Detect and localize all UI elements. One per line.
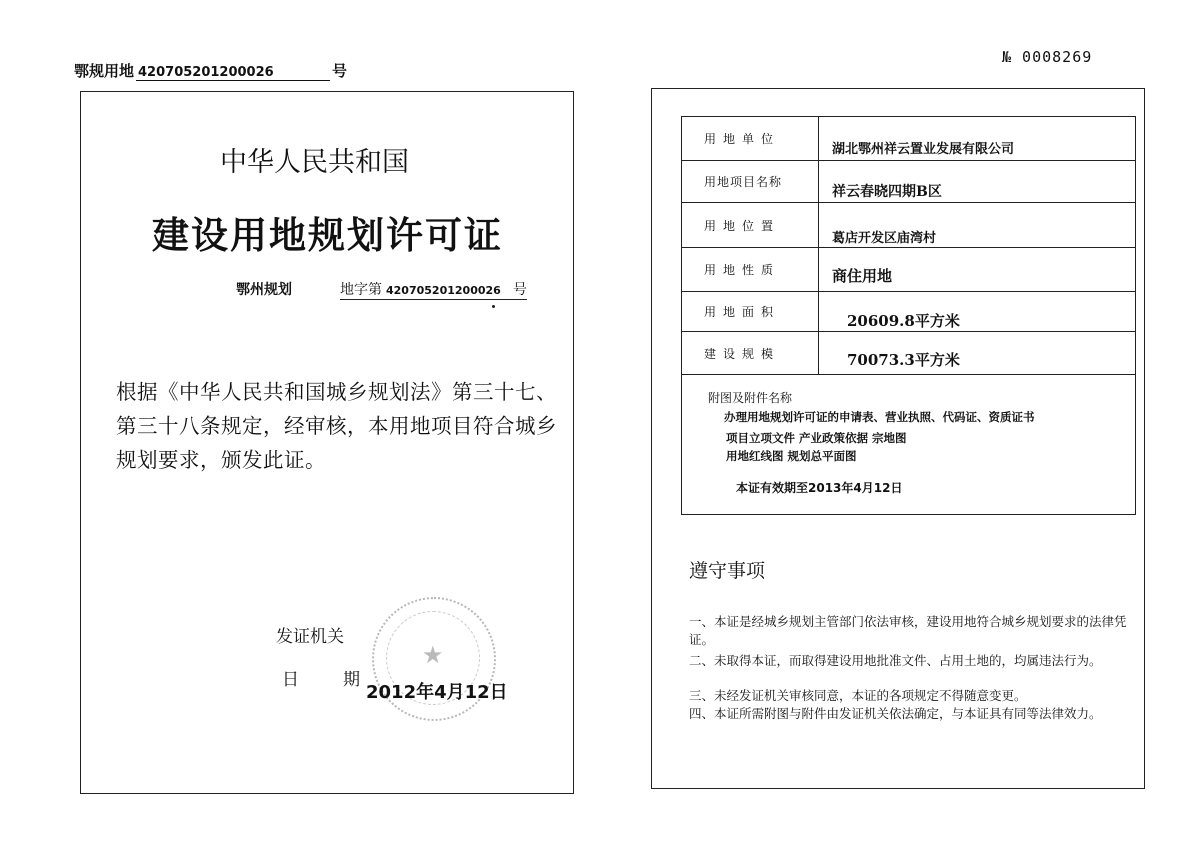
notice-item: 四、本证所需附图与附件由发证机关依法确定，与本证具有同等法律效力。 — [689, 706, 1102, 721]
issuer-abbrev: 鄂州规划 — [236, 282, 292, 298]
cert-suffix: 号 — [512, 282, 527, 298]
row-value: 祥云春晓四期B区 — [832, 184, 942, 200]
ref-number: 420705201200026 — [136, 65, 330, 81]
ref-suffix: 号 — [332, 62, 348, 80]
ink-dot — [492, 305, 495, 308]
serial-number: № 0008269 — [1002, 48, 1093, 66]
row-label: 建设规模 — [682, 332, 819, 374]
row-value: 湖北鄂州祥云置业发展有限公司 — [832, 142, 1015, 157]
certificate-title: 建设用地规划许可证 — [152, 214, 503, 257]
cert-number-underline — [340, 279, 527, 300]
table-row — [682, 161, 1135, 203]
certificate-number-line — [236, 279, 527, 300]
seal-star-icon: ★ — [422, 641, 444, 669]
top-reference-line — [74, 60, 347, 81]
row-label: 用地项目名称 — [682, 161, 819, 202]
cert-number: 420705201200026 — [386, 284, 501, 297]
table-row — [682, 292, 1135, 332]
row-label: 用地单位 — [682, 117, 819, 160]
notice-item: 二、未取得本证，而取得建设用地批准文件、占用土地的，均属违法行为。 — [689, 653, 1102, 668]
issue-date: 2012年4月12日 — [366, 682, 508, 703]
attachment-line: 项目立项文件 产业政策依据 宗地图 — [726, 431, 907, 445]
land-info-table — [681, 116, 1136, 515]
row-label: 用地位置 — [682, 203, 819, 247]
table-row — [682, 248, 1135, 292]
notice-item: 一、本证是经城乡规划主管部门依法审核，建设用地符合城乡规划要求的法律凭证。 — [689, 614, 1127, 647]
attachment-line: 办理用地规划许可证的申请表、营业执照、代码证、资质证书 — [724, 410, 1035, 424]
ref-prefix: 鄂规用地 — [74, 62, 135, 80]
validity-text: 本证有效期至2013年4月12日 — [736, 481, 903, 495]
notice-item: 三、未经发证机关审核同意，本证的各项规定不得随意变更。 — [689, 688, 1027, 703]
row-label: 用地性质 — [682, 248, 819, 291]
issuer-label: 发证机关 — [276, 627, 344, 647]
notice-heading: 遵守事项 — [689, 560, 766, 582]
row-value: 20609.8平方米 — [847, 312, 960, 330]
certificate-body-text: 根据《中华人民共和国城乡规划法》第三十七、第三十八条规定，经审核，本用地项目符合城乡规划要求，颁发此证。 — [116, 380, 557, 472]
cert-prefix: 地字第 — [340, 282, 382, 298]
table-row — [682, 117, 1135, 161]
row-value: 葛店开发区庙湾村 — [832, 231, 937, 246]
country-name: 中华人民共和国 — [220, 147, 409, 178]
table-row — [682, 203, 1135, 248]
attachments-title: 附图及附件名称 — [708, 391, 793, 405]
row-value: 商住用地 — [832, 267, 893, 285]
row-value: 70073.3平方米 — [847, 351, 960, 369]
row-label: 用地面积 — [682, 292, 819, 331]
attachment-line: 用地红线图 规划总平面图 — [726, 449, 857, 463]
table-row — [682, 332, 1135, 375]
date-label: 日期 — [282, 670, 404, 690]
